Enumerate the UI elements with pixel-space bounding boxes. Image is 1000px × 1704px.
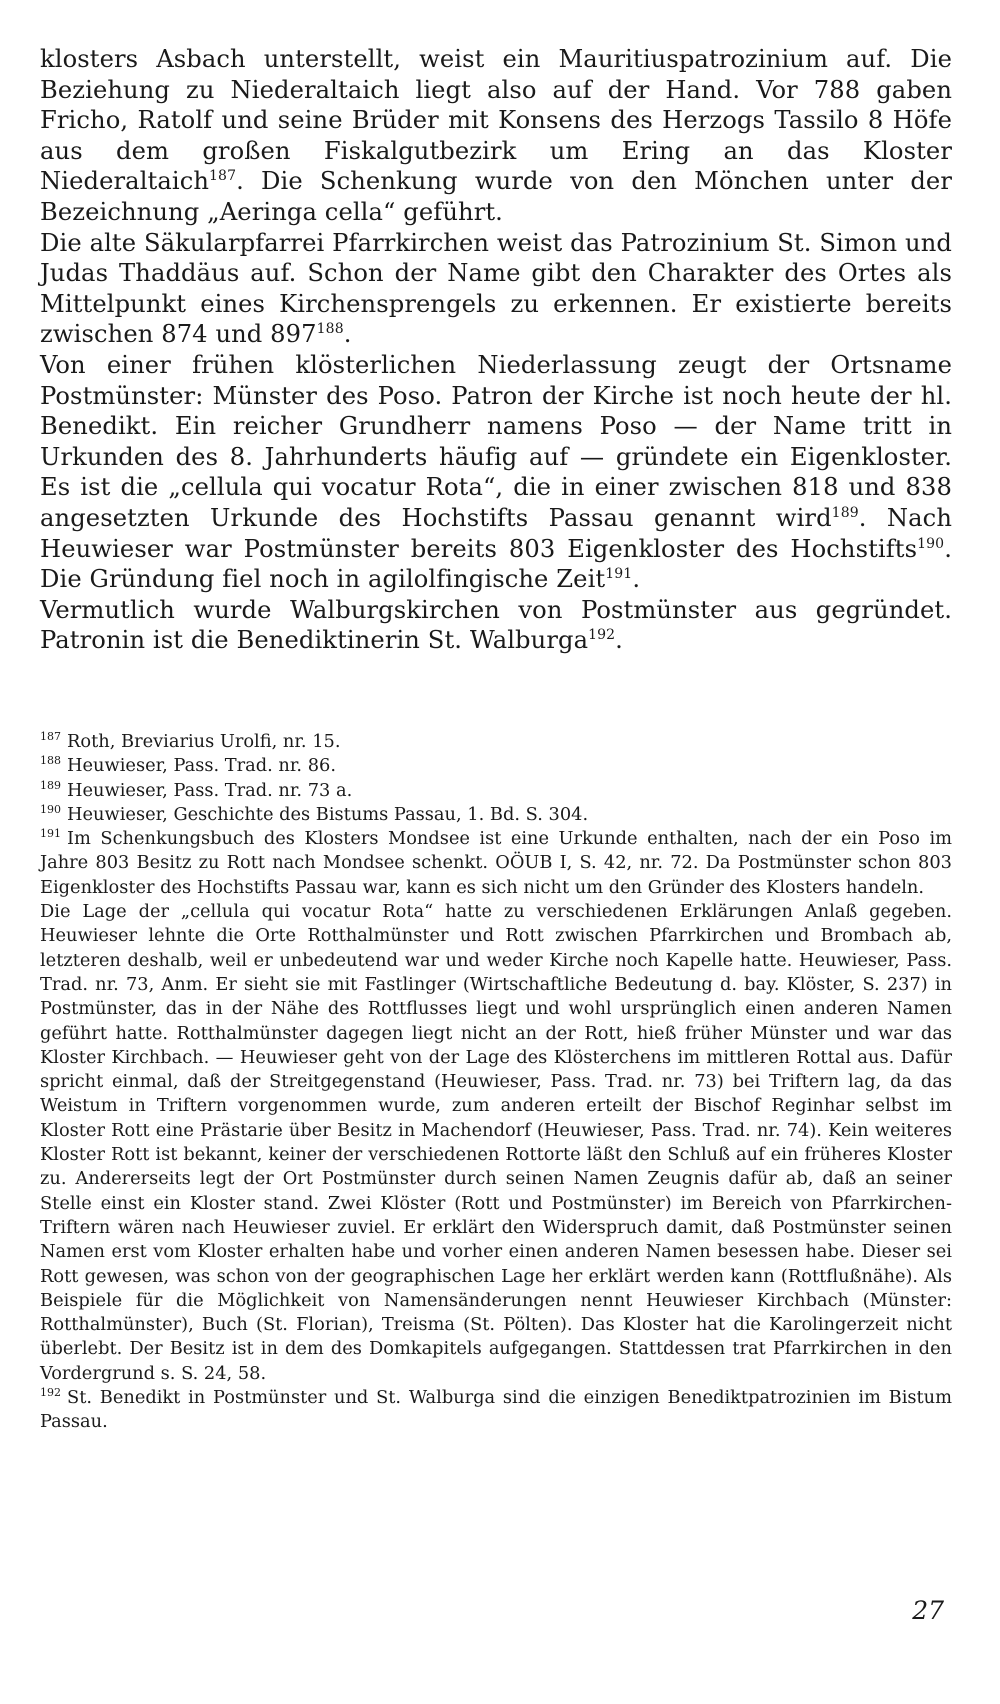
footnote-number: 187 [40,730,62,744]
footnote-ref: 191 [605,566,633,583]
paragraph-text: . Nach Heuwieser war Postmünster bereits 803 Eigenkloster des Hochstifts [40,503,952,563]
footnote-number: 192 [40,1386,62,1400]
footnote-187 [40,730,952,754]
footnote-192 [40,1386,952,1435]
paragraph-walburgskirchen [40,595,952,656]
paragraph-text: . [343,320,352,349]
footnote-190 [40,803,952,827]
footnote-text: Heuwieser, Pass. Trad. nr. 86. [67,755,336,777]
footnote-ref: 190 [917,535,945,552]
footnote-number: 190 [40,802,62,816]
footnote-text: Die Lage der „cellula qui vocatur Rota“ hatte zu verschiedenen Erklärungen Anlaß gegeben. Heuwieser lehnte die Orte Rotthalmünster und Rott zwischen Pfarrkirchen und Brombach ab, letzteren deshalb, weil er unbedeutend war und weder Kirche noch Kapelle hatte. Heuwieser, Pass. Trad. nr. 73, Anm. Er sieht sie mit Fastlinger (Wirtschaftliche Bedeutung d. bay. Klöster, S. 237) in Postmünster, das in der Nähe des Rottflusses liegt und wohl ursprünglich einen anderen Namen geführt hatte. Rotthalmünster dagegen liegt nicht an der Rott, hieß früher Münster und war das Kloster Kirchbach. — Heuwieser geht von der Lage des Klösterchens im mittleren Rottal aus. Dafür spricht einmal, daß der Streitgegenstand (Heuwieser, Pass. Trad. nr. 73) bei Triftern lag, da das Weistum in Triftern vorgenommen wurde, zum anderen erteilt der Bischof Reginhar selbst im Kloster Rott eine Prästarie über Besitz in Machendorf (Heuwieser, Pass. Trad. nr. 74). Kein weiteres Kloster Rott ist bekannt, keiner der verschiedenen Rottorte läßt den Schluß auf ein früheres Kloster zu. Andererseits legt der Ort Postmünster durch seinen Namen Zeugnis dafür ab, daß an seiner Stelle einst ein Kloster stand. Zwei Klöster (Rott und Postmünster) im Bereich von Pfarrkirchen-Triftern wären nach Heuwieser zuviel. Er erklärt den Widerspruch damit, daß Postmünster seinen Namen erst vom Kloster erhalten habe und vorher einen anderen Namen besessen habe. Dieser sei Rott gewesen, was schon von der geographischen Lage her erklärt werden kann (Rottflußnähe). Als Beispiele für die Möglichkeit von Namensänderungen nennt Heuwieser Kirchbach (Münster: Rotthalmünster), Buch (St. Florian), Treisma (St. Pölten). Das Kloster hat die Karolingerzeit nicht überlebt. Der Besitz ist in dem des Domkapitels aufgegangen. Stattdessen trat Pfarrkirchen in den Vordergrund s. S. 24, 58. [40,901,952,1384]
footnote-number: 188 [40,754,62,768]
footnote-ref: 187 [209,168,237,185]
page-number: 27 [912,1596,944,1625]
paragraph-text: . Die Gründung fiel noch in agilolfingische Zeit [40,534,952,594]
footnote-text: Roth, Breviarius Urolfi, nr. 15. [67,731,341,752]
main-text [40,44,952,656]
footnote-number: 191 [40,827,62,841]
footnote-191 [40,827,952,900]
footnote-188 [40,754,952,778]
footnotes [40,730,952,1435]
paragraph-text: . Die Schenkung wurde von den Mönchen unter der Bezeichnung „Aeringa cella“ geführt. [40,167,952,226]
footnote-ref: 188 [316,321,344,338]
footnote-189 [40,779,952,803]
footnote-191-continuation [40,900,952,1386]
paragraph-text: . [615,626,623,655]
paragraph-text: . [632,565,641,594]
footnote-text: Heuwieser, Pass. Trad. nr. 73 a. [67,779,353,801]
footnote-text: St. Benedikt in Postmünster und St. Walburga sind die einzigen Benediktpatrozinien im Bistum Passau. [40,1387,952,1433]
footnote-ref: 192 [588,627,616,644]
paragraph-text: klosters Asbach unterstellt, weist ein Mauritiuspatrozinium auf. Die Beziehung zu Niederaltaich liegt also auf der Hand. Vor 788 gaben Fricho, Ratolf und seine Brüder mit Konsens des Herzogs Tassilo 8 Höfe aus dem großen Fiskalgutbezirk um Ering an das Kloster Niederaltaich [40,45,952,196]
footnote-text: Heuwieser, Geschichte des Bistums Passau, 1. Bd. S. 304. [67,803,589,825]
footnote-number: 189 [40,778,62,792]
paragraph-text: Von einer frühen klösterlichen Niederlassung zeugt der Ortsname Postmünster: Münster des Poso. Patron der Kirche ist noch heute der hl. Benedikt. Ein reicher Grundherr namens Poso — der Name tritt in Urkunden des 8. Jahrhunderts häufig auf — gründete ein Eigenkloster. Es ist die „cellula qui vocatur Rota“, die in einer zwischen 818 und 838 angesetzten Urkunde des Hochstifts Passau genannt wird [40,350,952,532]
paragraph-asbach [40,44,952,228]
paragraph-text: Vermutlich wurde Walburgskirchen von Postmünster aus gegründet. Patronin ist die Benediktinerin St. Walburga [40,595,952,655]
footnote-ref: 189 [831,504,859,521]
footnote-text: Im Schenkungsbuch des Klosters Mondsee ist eine Urkunde enthalten, nach der ein Poso im Jahre 803 Besitz zu Rott nach Mondsee schenkt. OÖUB I, S. 42, nr. 72. Da Postmünster schon 803 Eigenkloster des Hochstifts Passau war, kann es sich nicht um den Gründer des Klosters handeln. [40,828,952,898]
paragraph-text: Die alte Säkularpfarrei Pfarrkirchen weist das Patrozinium St. Simon und Judas Thaddäus auf. Schon der Name gibt den Charakter des Ortes als Mittelpunkt eines Kirchensprengels zu erkennen. Er existierte bereits zwischen 874 und 897 [40,228,952,349]
paragraph-pfarrkirchen [40,228,952,350]
paragraph-postmuenster [40,350,952,595]
